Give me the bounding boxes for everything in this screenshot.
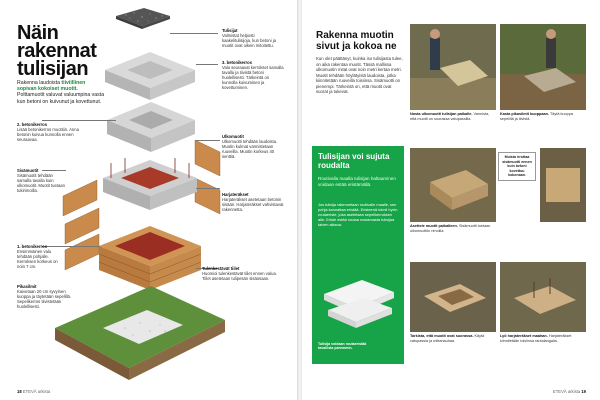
section-heading: Rakenna muotin sivut ja kokoa ne xyxy=(316,30,397,52)
leader-line xyxy=(196,64,218,65)
left-folio: 18 ETEVÄ arkista xyxy=(17,389,51,394)
label-3-betonikerros: 3. betonikerros Valu seuraavat kerrokset samalla tavalla ja tiivistä betoni huolellisesti. Tärkeintä on kunnolla kuivuminen ja kovettuminen. xyxy=(222,60,284,90)
label-tulisijat: Tulisijat Valmistat helposti kaakelitulisijoja, kun betoni ja muotit ovat oikein mitoitettu. xyxy=(222,28,277,48)
leader-line xyxy=(196,188,220,189)
leader-line xyxy=(170,33,218,34)
photo-set-molds xyxy=(410,148,496,222)
assembled-molds xyxy=(99,226,201,290)
section-body: Kun olet päättänyt, kuinka iso tulisijasta tulee, on aika rakentaa muotit. Tässä mallissa ulkomuotin mitat ovat noin metri kertaa metri. Muotit tehdään höylätyistä laudoista, jotka kiinnitetään ruuveilla toisiinsa. Sisämuotti on pienempi. Tärkeintä on, että muotit ovat suorat ja tukevat. xyxy=(316,56,403,94)
photo-caption: Asettele muotit paikalleen. Sisämuotti tuetaan ulkomuottiin rimoilla. xyxy=(410,224,491,233)
photo-callout: Muista irrottaa sisämuotti ennen kuin betoni kovettuu kokonaan. xyxy=(498,152,536,181)
lede-paragraph: Rakenna laudoista tiiviillinen sopivan kokoiset muotit. Polttamuotit valuvat valuumpina vasta kun betoni on kuivunut ja kovettunut. xyxy=(17,80,105,105)
label-2-betonikerros: 2. betonikerros Lisää betonikerros muottiin. Anna betonin kuivua kunnolla ennen seuraavaa. xyxy=(17,122,79,142)
info-box-heading: Tulisijan voi sujuta roudalta xyxy=(318,152,390,170)
label-harjateraakset: Harjateräkset Harjateräkset asetetaan betonin sisään. Harjateräkset vahvistavat rakennetta. xyxy=(222,192,284,212)
leader-line xyxy=(196,140,220,141)
outer-mold-left xyxy=(63,180,99,270)
photo-rebar xyxy=(500,262,586,332)
photo-mold-detail xyxy=(540,148,586,222)
label-ulkomuotit: Ulkomuotit Ulkomuotti tehdään laudoista. Muotin kulmat varmistetaan ruuveilla. Muotin korkeus 40 senttiä. xyxy=(222,134,278,159)
info-box-text: Jos tulisija rakennetaan routivalle maalle, sen pohja kannattaa eristää. Eristeenä toimii hyvin routaeriste, joka asetetaan sepelikerroksen alle. Eriste estää routaa nostamasta tulisijaa talven aikana. xyxy=(318,202,398,227)
photo-lift-mold xyxy=(410,24,496,110)
concrete-ring-middle xyxy=(107,102,195,152)
leader-line xyxy=(42,120,116,121)
photo-caption: Lyö harjateräkset maahan. Harjateräkset kiinnitetään toisiinsa rautalangalla. xyxy=(500,334,572,343)
grass-base xyxy=(55,286,225,380)
photo-caption: Tarkista, että muotit ovat suorassa. Käytä vatupassia ja mittanauhaa. xyxy=(410,334,485,343)
label-tulenkestavat-tiilet: Tulenkestävät tiilet Huomioi tulenkestävät tiilet ennen valua. Tiilet asetetaan tulipesän sisäosaan. xyxy=(202,266,277,281)
concrete-with-rebar xyxy=(103,158,197,210)
label-1-betonikerros: 1. betonikerros Ensimmäinen valu tehdään pohjalle. Kerroksen korkeus on noin 7 cm. xyxy=(17,244,58,269)
label-sisamuotit: Sisämuotit Sisämuotit tehdään samalla tavalla kuin ulkomuotit. Muotit tuetaan tukirimoilla. xyxy=(17,168,65,193)
photo-level-molds xyxy=(410,262,496,332)
info-box xyxy=(312,146,404,364)
info-box-lede: Routivalla maalla tulisijan haltaaminen voidaan estää eristämällä. xyxy=(318,176,396,187)
label-pikasilmit: Pikasilmit Kaivetaan 20 cm syvyinen kuoppa ja täytetään sepelillä. Sepelikerros tiivistetään huolellisesti. xyxy=(17,284,72,309)
photo-caption: Nosta ulkomuotti tulisijan paikalle. Varmista, että muotti on suorassa vatupassilla. xyxy=(410,112,490,121)
right-folio: ETEVÄ arkista 19 xyxy=(552,389,586,394)
left-page xyxy=(0,0,298,400)
info-box-caption: Tulisija voidaan routaeristää tavallista paremmin. xyxy=(318,342,367,351)
photo-caption: Kasta pikasilmit kuoppaan. Täytä kuoppa sepelillä ja tiivistä. xyxy=(500,112,573,121)
outer-mold-right xyxy=(195,140,220,214)
photo-dig-pit xyxy=(500,24,586,110)
page-title: Näin rakennat tulisijan xyxy=(17,22,97,80)
insulation-board-illustration xyxy=(318,270,398,336)
